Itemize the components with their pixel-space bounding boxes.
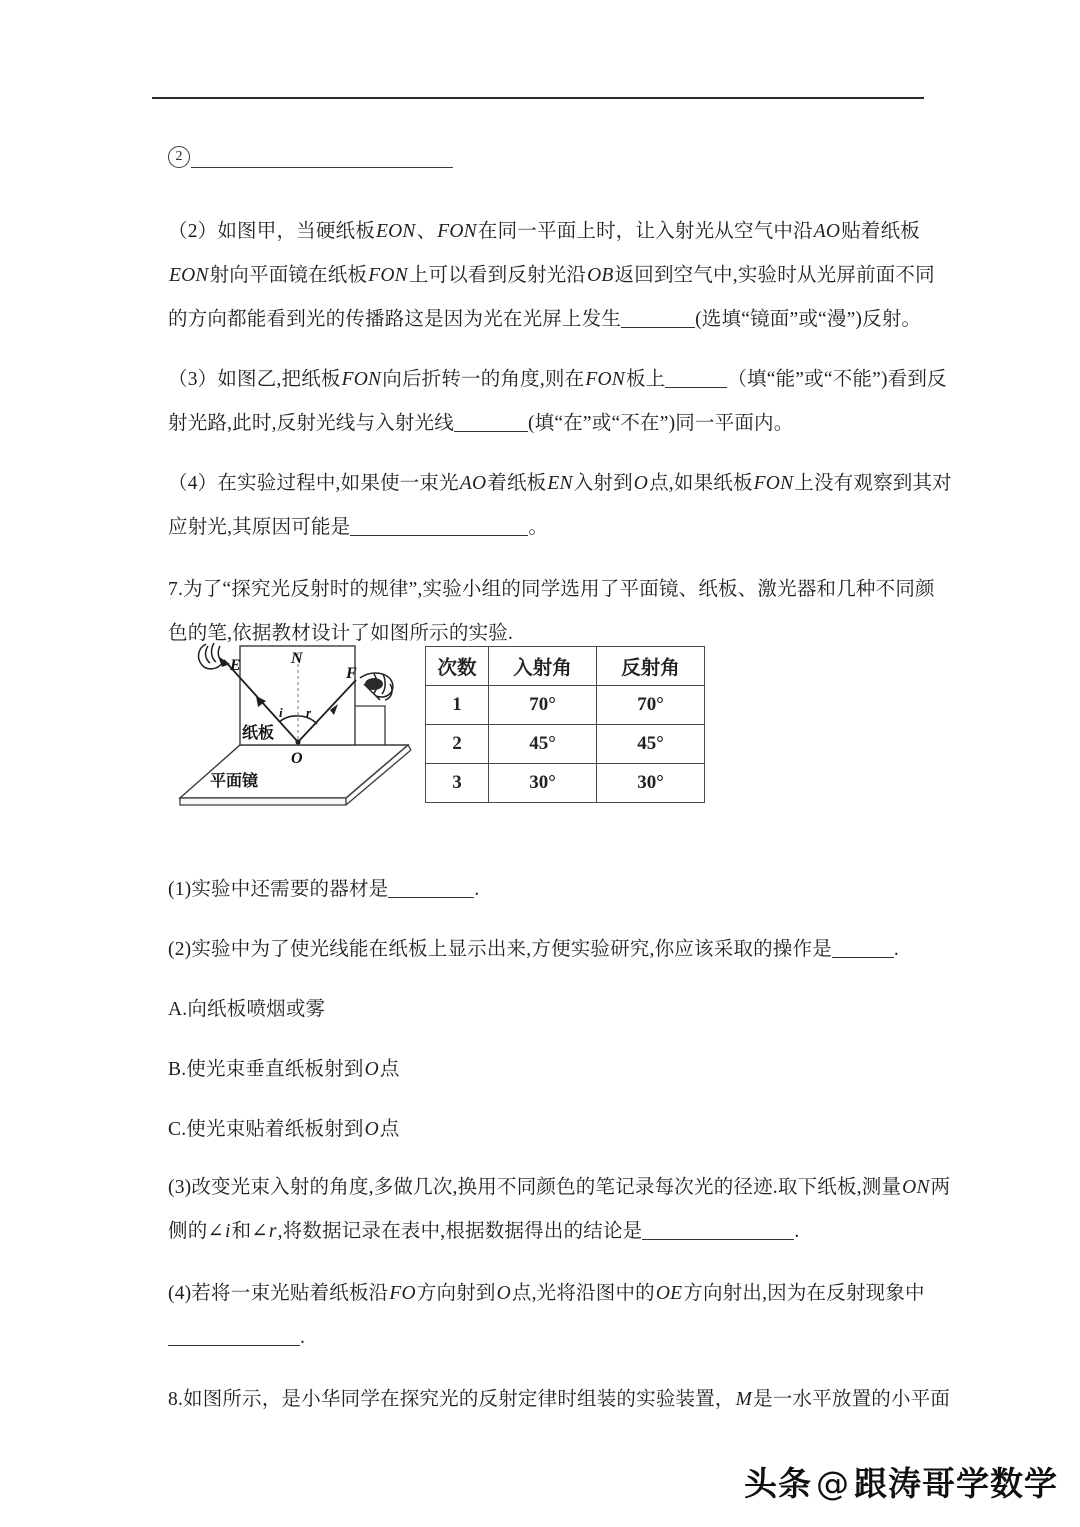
th-incidence: 入射角 bbox=[489, 647, 597, 686]
question6-part3-text: （3）如图乙,把纸板FON向后折转一的角度,则在FON板上 （填“能”或“不能”)看到反射光路,此时,反射光线与入射光线 (填“在”或“不在”)同一平面内。 bbox=[168, 368, 947, 434]
option-key: C. bbox=[168, 1118, 187, 1140]
question7-part4-text: (4)若将一束光贴着纸板沿FO方向射到O点,光将沿图中的OE方向射出,因为在反射现象中. bbox=[168, 1282, 925, 1348]
question7-part1-text: (1)实验中还需要的器材是 . bbox=[168, 878, 480, 900]
term-ao: AO bbox=[813, 220, 841, 242]
term-fon: FON bbox=[341, 368, 382, 390]
term-fo: FO bbox=[389, 1282, 416, 1304]
cell-index: 3 bbox=[426, 764, 489, 803]
label-E: E bbox=[230, 657, 241, 674]
option-a-text: A.向纸板喷烟或雾 bbox=[168, 998, 326, 1020]
cell-incidence: 70° bbox=[489, 686, 597, 725]
table-row bbox=[426, 764, 705, 803]
answer-blank[interactable] bbox=[621, 310, 695, 328]
circled-number: 2 bbox=[168, 146, 190, 168]
label-i: i bbox=[279, 705, 283, 720]
part-label: (1) bbox=[168, 878, 192, 900]
term-oe: OE bbox=[655, 1282, 683, 1304]
label-N: N bbox=[291, 650, 303, 667]
part-label: (2) bbox=[168, 938, 192, 960]
angle-data-table bbox=[425, 646, 705, 803]
term-i: i bbox=[224, 1220, 231, 1242]
part-label: (3) bbox=[168, 1176, 192, 1198]
question-number: 7. bbox=[168, 578, 184, 600]
cell-reflection: 45° bbox=[597, 725, 705, 764]
term-o: O bbox=[496, 1282, 511, 1304]
term-m: M bbox=[735, 1388, 753, 1410]
th-reflection: 反射角 bbox=[597, 647, 705, 686]
question7-part2-text: (2)实验中为了使光线能在纸板上显示出来,方便实验研究,你应该采取的操作是 . bbox=[168, 938, 899, 960]
table-row bbox=[426, 686, 705, 725]
term-fon-2: FON bbox=[585, 368, 625, 390]
watermark bbox=[744, 1458, 1058, 1505]
part-label: （3） bbox=[168, 368, 218, 390]
question7-figure-and-table bbox=[178, 638, 738, 823]
answer-blank[interactable] bbox=[832, 940, 894, 958]
label-r: r bbox=[306, 705, 312, 720]
term-on: ON bbox=[902, 1176, 930, 1198]
watermark-prefix: 头条 bbox=[744, 1464, 812, 1503]
term-fon: FON bbox=[753, 472, 794, 494]
answer-blank[interactable] bbox=[168, 1328, 300, 1346]
answer-blank[interactable] bbox=[388, 880, 474, 898]
answer-blank[interactable] bbox=[454, 414, 528, 432]
question6-part2-text: （2）如图甲，当硬纸板EON、FON在同一平面上时，让入射光从空气中沿AO贴着纸板EON射向平面镜在纸板FON上可以看到反射光沿OB返回到空气中,实验时从光屏前面不同的方向都能看到光的传播路这是因为光在光屏上发生 (选填“镜面”或“漫”)反射。 bbox=[168, 220, 935, 330]
cell-index: 1 bbox=[426, 686, 489, 725]
cell-incidence: 30° bbox=[489, 764, 597, 803]
label-plane-mirror: 平面镜 bbox=[210, 771, 259, 790]
question8-stem bbox=[168, 1358, 952, 1441]
cell-reflection: 30° bbox=[597, 764, 705, 803]
question7-stem-text: 7.为了“探究光反射时的规律”,实验小组的同学选用了平面镜、纸板、激光器和几种不同颜色的笔,依据教材设计了如图所示的实验. bbox=[168, 578, 935, 644]
option-b-text: B.使光束垂直纸板射到O点 bbox=[168, 1058, 400, 1080]
term-fon-2: FON bbox=[368, 264, 408, 286]
label-paper-board: 纸板 bbox=[242, 723, 275, 742]
answer-blank-line[interactable] bbox=[191, 164, 453, 168]
watermark-at-symbol: @ bbox=[816, 1464, 850, 1503]
cell-index: 2 bbox=[426, 725, 489, 764]
option-key: A. bbox=[168, 998, 188, 1020]
part-label: (4) bbox=[168, 1282, 192, 1304]
label-O: O bbox=[291, 750, 303, 767]
watermark-account-name: 跟涛哥学数学 bbox=[854, 1464, 1058, 1503]
question-number: 8. bbox=[168, 1388, 184, 1410]
part-label: （2） bbox=[168, 220, 218, 242]
reflection-experiment-diagram bbox=[178, 638, 422, 820]
header-divider bbox=[152, 97, 924, 99]
question6-part4-text: （4）在实验过程中,如果使一束光AO着纸板EN入射到O点,如果纸板FON上没有观察到其对应射光,其原因可能是 。 bbox=[168, 472, 952, 538]
term-ob: OB bbox=[587, 264, 614, 286]
answer-blank[interactable] bbox=[350, 518, 528, 536]
answer-blank[interactable] bbox=[665, 370, 727, 388]
cell-incidence: 45° bbox=[489, 725, 597, 764]
circled-blank-item bbox=[168, 140, 453, 168]
term-r: r bbox=[268, 1220, 277, 1242]
table-row bbox=[426, 725, 705, 764]
term-fon: FON bbox=[437, 220, 477, 242]
question6-part2 bbox=[168, 190, 952, 361]
term-eon-2: EON bbox=[169, 264, 209, 286]
cell-reflection: 70° bbox=[597, 686, 705, 725]
option-key: B. bbox=[168, 1058, 187, 1080]
part-label: （4） bbox=[168, 472, 218, 494]
th-times: 次数 bbox=[426, 647, 489, 686]
option-c-text: C.使光束贴着纸板射到O点 bbox=[168, 1118, 400, 1140]
term-ao: AO bbox=[459, 472, 487, 494]
table-header-row bbox=[426, 647, 705, 686]
question8-stem-text: 8.如图所示，是小华同学在探究光的反射定律时组装的实验装置，M是一水平放置的小平面 bbox=[168, 1388, 951, 1410]
label-F: F bbox=[346, 665, 357, 682]
term-o: O bbox=[364, 1058, 379, 1080]
term-o: O bbox=[633, 472, 649, 494]
term-eon: EON bbox=[375, 220, 416, 242]
term-o: O bbox=[364, 1118, 379, 1140]
question7-part3-text: (3)改变光束入射的角度,多做几次,换用不同颜色的笔记录每次光的径迹.取下纸板,测量ON两侧的∠i和∠r,将数据记录在表中,根据数据得出的结论是 . bbox=[168, 1176, 951, 1242]
term-en: EN bbox=[547, 472, 573, 494]
answer-blank[interactable] bbox=[642, 1222, 794, 1240]
